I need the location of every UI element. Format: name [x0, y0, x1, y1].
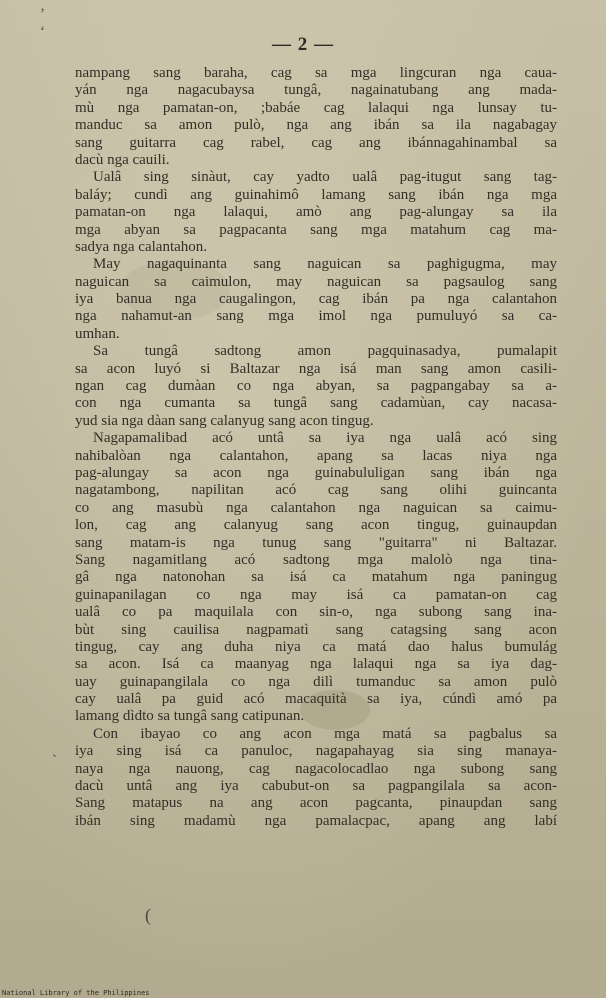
text-line: sa acon luyó si Baltazar nga isá man sang amon casili- [75, 360, 557, 377]
text-line: sa acon. Isá ca maanyag nga lalaqui nga sa iya dag- [75, 656, 557, 673]
text-line: ualâ co pa maquilala con sin-o, nga subong sang ina- [75, 604, 557, 621]
text-line: baláy; cundì ang guinahimô lamang sang ibán nga mga [75, 186, 557, 203]
text-line: yud sia nga dàan sang calanyug sang acon tingug. [75, 412, 374, 429]
text-line: naya nga nauong, cag nagacolocadlao nga subong sang [75, 760, 557, 777]
text-line: bùt sing cauilisa nagpamatì sang catagsing sang acon [75, 621, 557, 638]
text-line: iya sing isá ca panuloc, nagapahayag sia sing manaya- [75, 743, 557, 760]
text-line: Sang nagamitlang acó sadtong mga malolò nga tina- [75, 551, 557, 568]
stray-mark: ( [145, 905, 151, 925]
text-line: cay ualâ pa guid acó macaquità sa iya, cúndì amó pa [75, 691, 557, 708]
text-line: Ualâ sing sinàut, cay yadto ualâ pag-itugut sang tag- [93, 169, 557, 186]
text-line: dacù untâ ang iya cabubut-on sa pagpangilala sa acon- [75, 778, 557, 795]
text-line: nampang sang baraha, cag sa mga lingcuran nga caua- [75, 65, 557, 81]
text-line: ibán sing madamù nga pamalacpac, apang ang labí [75, 812, 557, 829]
text-line: con nga cumanta sa tungâ sang cadamùan, cay nacasa- [75, 395, 557, 412]
text-line: dacù nga cauili. [75, 151, 170, 168]
text-line: umhan. [75, 325, 120, 342]
text-line: yán nga nagacubaysa tungâ, nagainatubang ang mada- [75, 82, 557, 99]
text-line: Nagapamalibad acó untâ sa iya nga ualâ acó sing [93, 430, 557, 447]
page-number: — 2 — [272, 34, 334, 55]
body-text [75, 65, 557, 830]
text-line: iya banua nga caugalingon, cag ibán pa nga calantahon [75, 291, 557, 308]
text-line: May nagaquinanta sang naguican sa paghigugma, may [93, 256, 557, 273]
text-line: Con ibayao co ang acon mga matá sa pagbalus sa [93, 725, 557, 742]
stray-mark: ˏ [52, 742, 57, 758]
text-line: pamatan-on nga lalaqui, amò ang pag-alungay sa ila [75, 204, 557, 221]
text-line: sang matam-is nga tunug sang "guitarra" ni Baltazar. [75, 534, 557, 551]
library-footer: National Library of the Philippines [2, 989, 150, 997]
text-line: mga abyan sa pagpacanta sang mga matahum cag ma- [75, 221, 557, 238]
text-line: ngan cag dumàan co nga abyan, sa pagpangabay sa a- [75, 378, 557, 395]
text-line: nga nahamut-an sang mga imol nga pumuluyó sa ca- [75, 308, 557, 325]
text-line: sadya nga calantahon. [75, 238, 208, 255]
text-line: sang guitarra cag rabel, cag ang ibánnagahinambal sa [75, 134, 557, 151]
text-line: uay guinapangilala co nga dilì tumanduc sa amon pulò [75, 673, 557, 690]
text-line: nahibalòan nga calantahon, apang sa lacas niya nga [75, 447, 557, 464]
stray-mark: ‘ [40, 24, 45, 40]
text-line: co ang masubù nga calantahon nga naguican sa caimu- [75, 499, 557, 516]
stray-mark: ’ [40, 6, 45, 22]
text-line: guinapanilagan co nga may isá ca pamatan-on cag [75, 586, 557, 603]
text-line: naguican sa caimulon, may naguican sa pagsaulog sang [75, 273, 557, 290]
text-line: Sa tungâ sadtong amon pagquinasadya, pumalapit [93, 343, 557, 360]
text-line: lamang dìdto sa tungâ sang catipunan. [75, 708, 305, 725]
text-line: gâ nga natonohan sa isá ca matahum nga paningug [75, 569, 557, 586]
text-line: nagatambong, napilitan acó cag sang olihi guincanta [75, 482, 557, 499]
text-line: mù nga pamatan-on, ;babáe cag lalaqui nga lunsay tu- [75, 99, 557, 116]
text-line: manduc sa amon pulò, nga ang ibán sa ila nagabagay [75, 117, 557, 134]
text-line: Sang matapus na ang acon pagcanta, pinaupdan sang [75, 795, 557, 812]
text-line: tingug, cay ang duha niya ca matá dao halus bumulág [75, 638, 557, 655]
text-line: pag-alungay sa acon nga guinabululigan sang ibán nga [75, 464, 557, 481]
text-line: lon, cag ang calanyug sang acon tingug, guinaupdan [75, 517, 557, 534]
